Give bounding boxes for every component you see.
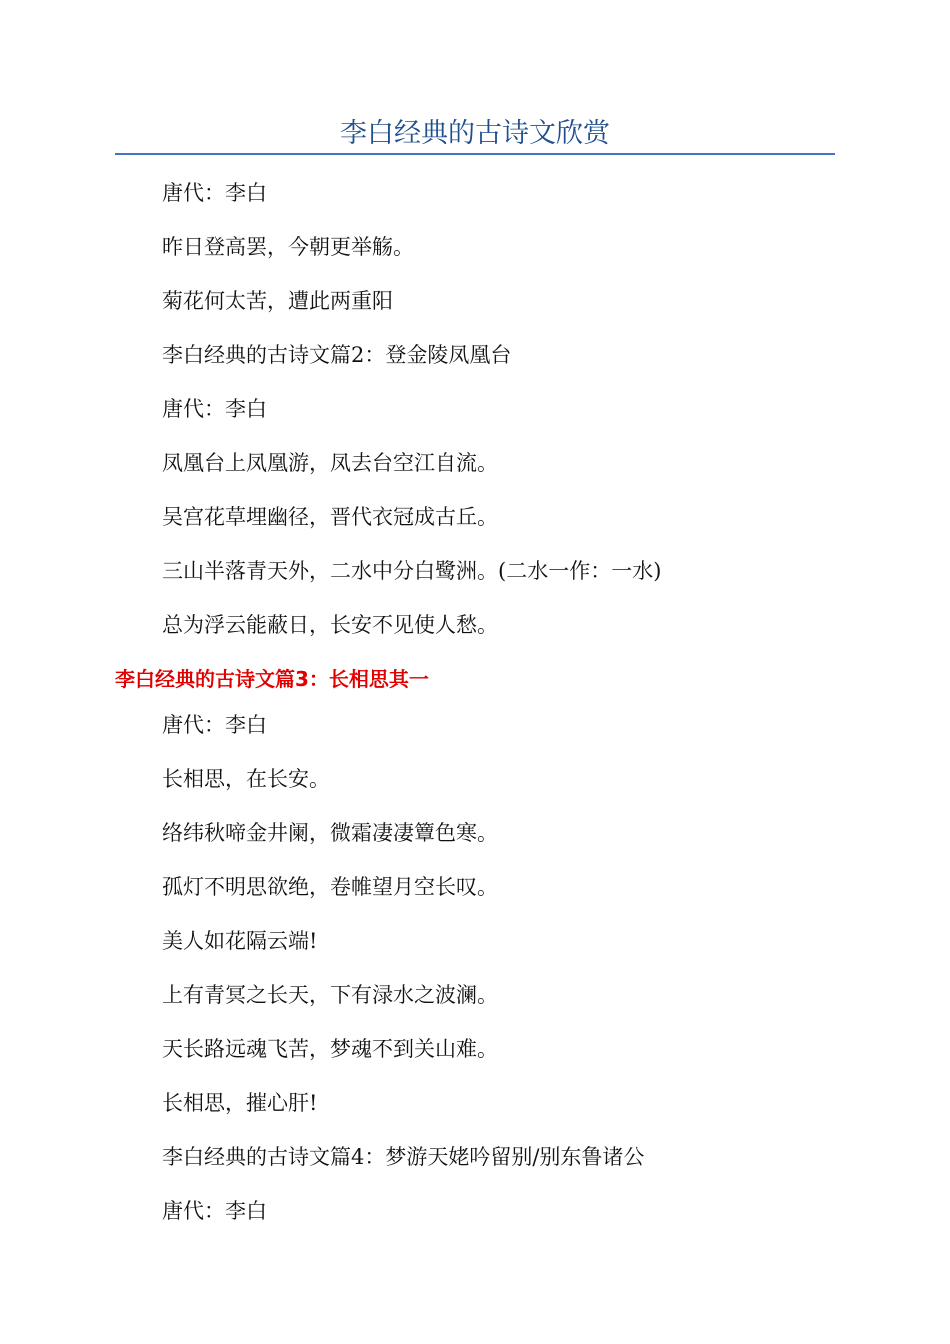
section-heading: 李白经典的古诗文篇3：长相思其一 (115, 667, 429, 691)
text-line: 唐代：李白 (162, 713, 267, 737)
text-line: 上有青冥之长天，下有渌水之波澜。 (162, 983, 498, 1007)
text-line: 李白经典的古诗文篇2：登金陵凤凰台 (162, 343, 512, 367)
text-line: 菊花何太苦，遭此两重阳 (162, 289, 393, 313)
text-line: 唐代：李白 (162, 1199, 267, 1223)
title-rule (115, 153, 835, 155)
text-line: 李白经典的古诗文篇4：梦游天姥吟留别/别东鲁诸公 (162, 1145, 645, 1169)
text-line: 长相思，在长安。 (162, 767, 330, 791)
text-line: 凤凰台上凤凰游，凤去台空江自流。 (162, 451, 498, 475)
text-line: 长相思，摧心肝! (162, 1091, 318, 1115)
text-line: 唐代：李白 (162, 181, 267, 205)
text-line: 吴宫花草埋幽径，晋代衣冠成古丘。 (162, 505, 498, 529)
text-line: 孤灯不明思欲绝，卷帷望月空长叹。 (162, 875, 498, 899)
text-line: 美人如花隔云端! (162, 929, 318, 953)
page-title: 李白经典的古诗文欣赏 (340, 118, 610, 149)
text-line: 络纬秋啼金井阑，微霜凄凄簟色寒。 (162, 821, 498, 845)
text-line: 唐代：李白 (162, 397, 267, 421)
text-line: 昨日登高罢，今朝更举觞。 (162, 235, 414, 259)
text-line: 三山半落青天外，二水中分白鹭洲。(二水一作：一水) (162, 559, 662, 583)
text-line: 总为浮云能蔽日，长安不见使人愁。 (162, 613, 498, 637)
text-line: 天长路远魂飞苦，梦魂不到关山难。 (162, 1037, 498, 1061)
